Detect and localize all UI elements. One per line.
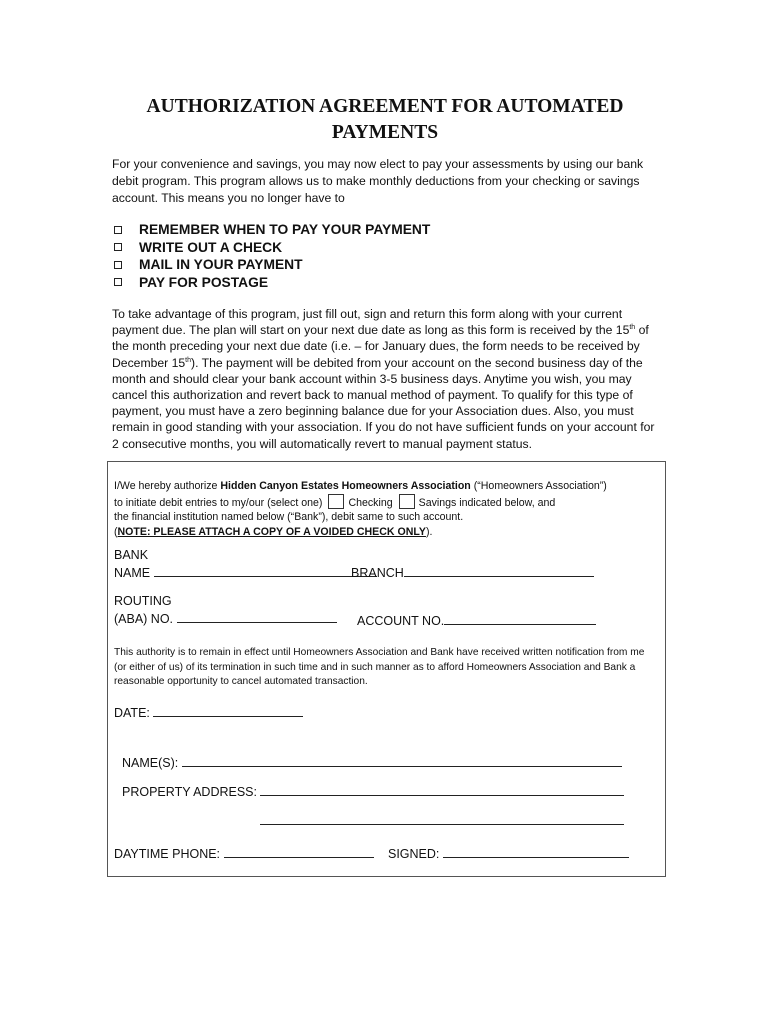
checking-checkbox[interactable]: [328, 494, 344, 509]
property-address-line2[interactable]: [260, 812, 624, 829]
ordinal-suffix: th: [629, 324, 636, 332]
body-text: ). The payment will be debited from your account on the second business day of the month and should clear your bank account within 3-5 business days. Anytime you wish, you may cancel this authorization and revert back to manual method of payment. To qualify for this type of payment, you must have a zero beginning balance due for your Association dues. Also, you must remain in good standing with your association. If you do not have sufficient funds on your account for 2 consecutive months, you will automatically revert to manual payment status.: [112, 355, 655, 451]
savings-checkbox[interactable]: [399, 494, 415, 509]
bullet-label: MAIL IN YOUR PAYMENT: [139, 257, 303, 273]
branch-input[interactable]: [404, 564, 594, 577]
signed-field[interactable]: [388, 845, 629, 862]
account-label: ACCOUNT NO.: [357, 614, 445, 628]
phone-label: DAYTIME PHONE:: [114, 847, 221, 861]
branch-label: BRANCH: [351, 566, 404, 580]
intro-paragraph: For your convenience and savings, you may now elect to pay your assessments by using our bank debit program. This program allows us to make monthly deductions from your checking or savings account. This means you no longer have to: [112, 157, 644, 205]
checkbox-bullet-icon: [114, 226, 122, 234]
date-label: DATE:: [114, 706, 150, 720]
signed-label: SIGNED:: [388, 847, 440, 861]
property-address-label: PROPERTY ADDRESS:: [122, 785, 257, 799]
bank-name-field[interactable]: [114, 564, 377, 581]
auth-text: I/We hereby authorize: [114, 480, 221, 492]
body-text: of the month preceding your next due date (i.e. – for January dues, the form needs to be received by December 15: [112, 323, 649, 370]
account-field[interactable]: [357, 612, 596, 629]
auth-text: to initiate debit entries to my/our (select one): [114, 496, 323, 509]
document-title: AUTHORIZATION AGREEMENT FOR AUTOMATED PAYMENTS: [146, 96, 624, 143]
association-name: Hidden Canyon Estates Homeowners Association: [220, 480, 471, 492]
checkbox-bullet-icon: [114, 278, 122, 286]
phone-field[interactable]: [114, 845, 374, 862]
aba-label: (ABA) NO.: [114, 612, 174, 626]
body-text: To take advantage of this program, just fill out, sign and return this form along with your current payment due. The plan will start on your next due date as long as this form is received by the 15: [112, 307, 630, 338]
checkbox-bullet-icon: [114, 243, 122, 251]
bank-name-input[interactable]: [154, 564, 377, 577]
bank-label: BANK: [114, 548, 149, 562]
names-field[interactable]: [122, 754, 622, 771]
auth-text: the financial institution named below (“Bank”), debit same to such account.: [114, 511, 464, 523]
auth-text: (“Homeowners Association”): [470, 480, 607, 492]
date-input[interactable]: [153, 704, 303, 717]
property-address-input[interactable]: [260, 783, 624, 796]
routing-input[interactable]: [177, 610, 337, 623]
savings-label: Savings indicated below, and: [418, 496, 556, 509]
list-item: [112, 239, 430, 257]
authorization-statement: I/We hereby authorize Hidden Canyon Estates Homeowners Association (“Homeowners Association”) to initiate debit entries to my/our (select one) Checking Savings indicated below, and the financial institution named below (“Bank”), debit same to such account. (NOTE: PLEASE ATTACH A COPY OF A VOIDED CHECK ONLY).: [114, 480, 607, 538]
list-item: [112, 256, 430, 274]
names-input[interactable]: [182, 754, 622, 767]
authorization-form: [107, 461, 666, 877]
bullet-label: REMEMBER WHEN TO PAY YOUR PAYMENT: [139, 222, 431, 238]
program-details-paragraph: [112, 306, 662, 452]
routing-label: ROUTING: [114, 594, 172, 608]
phone-input[interactable]: [224, 845, 374, 858]
routing-field[interactable]: [114, 610, 337, 627]
list-item: [112, 274, 430, 292]
bank-name-label: NAME: [114, 566, 151, 580]
property-address-field[interactable]: [122, 783, 624, 800]
ordinal-suffix: th: [185, 356, 192, 364]
list-item: [112, 221, 430, 239]
checkbox-bullet-icon: [114, 261, 122, 269]
account-input[interactable]: [444, 612, 596, 625]
bullet-label: WRITE OUT A CHECK: [139, 239, 283, 255]
authority-paragraph: This authority is to remain in effect until Homeowners Association and Bank have received written notification from me (or either of us) of its termination in such time and in such manner as to afford Homeowners Association and Bank a reasonable opportunity to cancel automated transaction.: [114, 647, 645, 687]
signature-input[interactable]: [443, 845, 629, 858]
property-address-input-2[interactable]: [260, 812, 624, 825]
bullet-label: PAY FOR POSTAGE: [139, 274, 269, 290]
voided-check-note: NOTE: PLEASE ATTACH A COPY OF A VOIDED CHECK ONLY: [117, 525, 426, 538]
benefits-list: [112, 221, 430, 291]
checking-label: Checking: [348, 496, 393, 509]
date-field[interactable]: [114, 704, 303, 721]
names-label: NAME(S):: [122, 756, 179, 770]
branch-field[interactable]: [351, 564, 594, 581]
